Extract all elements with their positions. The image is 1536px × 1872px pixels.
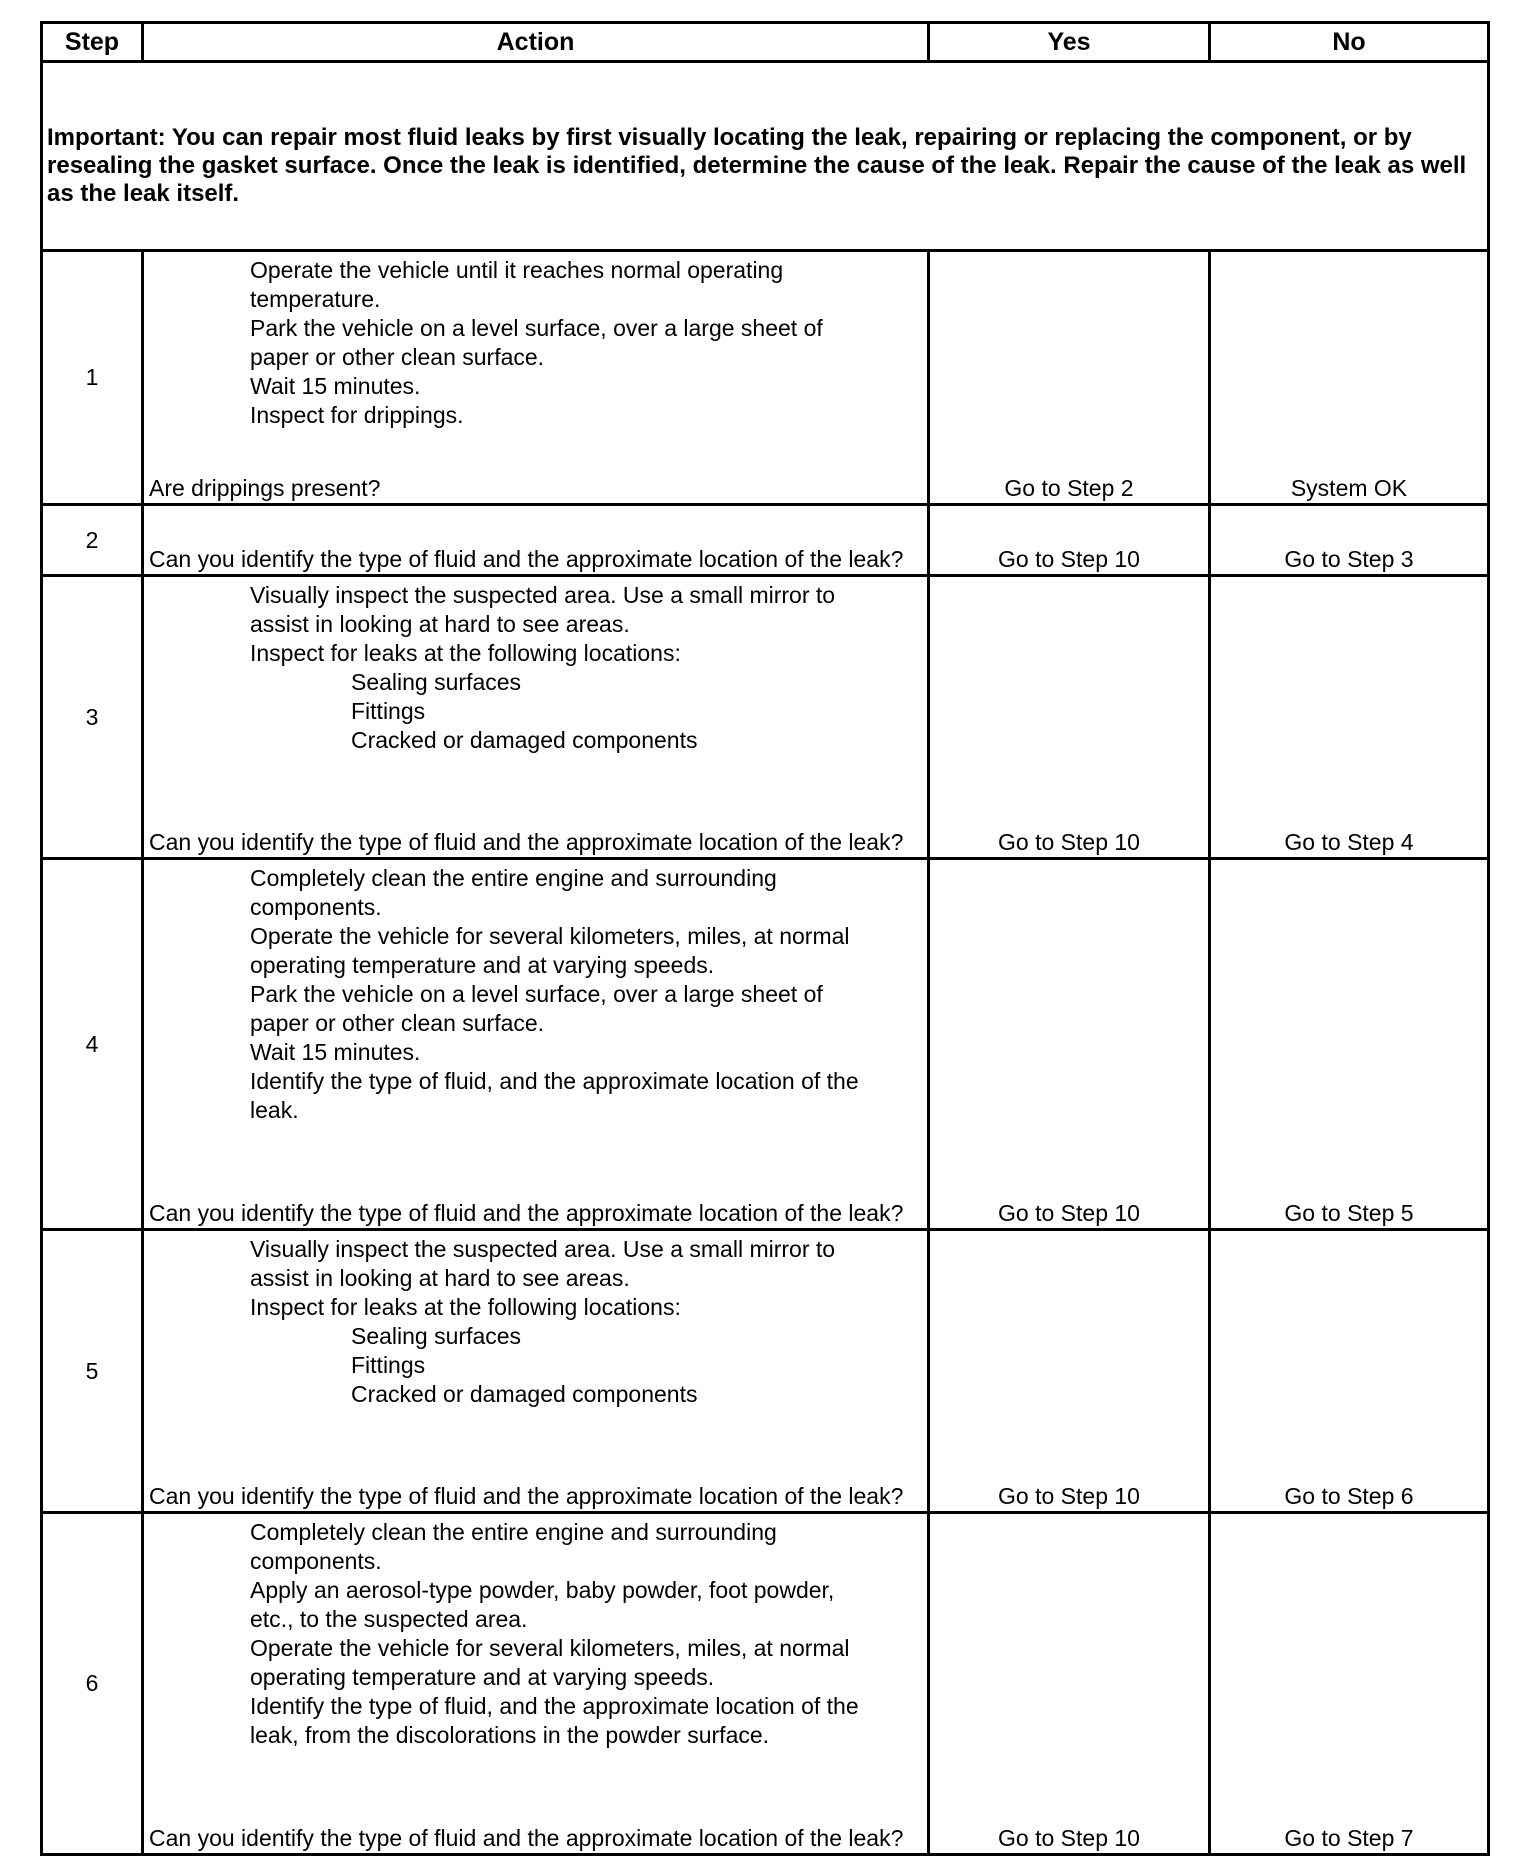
action-subline: Fittings xyxy=(351,1352,426,1378)
action-line: Park the vehicle on a level surface, over a large sheet of xyxy=(250,981,823,1007)
no-cell xyxy=(1210,859,1489,1230)
yes-cell xyxy=(929,859,1210,1230)
action-cell xyxy=(143,859,929,1230)
action-line: assist in looking at hard to see areas. xyxy=(250,1265,630,1291)
action-line: leak, from the discolorations in the powder surface. xyxy=(250,1722,770,1748)
action-subline: Sealing surfaces xyxy=(351,669,522,695)
header-row xyxy=(42,23,1489,62)
header-no: No xyxy=(1210,23,1489,62)
action-line: etc., to the suspected area. xyxy=(250,1606,528,1632)
step-number: 1 xyxy=(42,251,143,505)
table-row xyxy=(42,576,1489,859)
no-cell xyxy=(1210,1513,1489,1855)
action-line: Completely clean the entire engine and surrounding xyxy=(250,1519,777,1545)
action-line: Visually inspect the suspected area. Use a small mirror to xyxy=(250,1236,836,1262)
action-cell xyxy=(143,576,929,859)
action-line: Inspect for leaks at the following locations: xyxy=(250,1294,681,1320)
action-line: Visually inspect the suspected area. Use a small mirror to xyxy=(250,582,836,608)
no-result: Go to Step 3 xyxy=(1284,546,1414,572)
action-instructions xyxy=(144,864,927,1125)
action-question: Can you identify the type of fluid and the approximate location of the leak? xyxy=(149,1200,904,1226)
action-line: assist in looking at hard to see areas. xyxy=(250,611,630,637)
action-question: Are drippings present? xyxy=(149,475,381,501)
important-note-row xyxy=(42,62,1489,251)
yes-result: Go to Step 10 xyxy=(998,1200,1140,1226)
action-subline: Cracked or damaged components xyxy=(351,727,698,753)
table-row xyxy=(42,1230,1489,1513)
action-line: Park the vehicle on a level surface, over a large sheet of xyxy=(250,315,823,341)
header-action: Action xyxy=(143,23,929,62)
action-line: Inspect for leaks at the following locations: xyxy=(250,640,681,666)
action-question: Can you identify the type of fluid and the approximate location of the leak? xyxy=(149,829,904,855)
action-cell xyxy=(143,505,929,576)
table-row xyxy=(42,251,1489,505)
yes-cell xyxy=(929,1513,1210,1855)
no-result: Go to Step 4 xyxy=(1284,829,1414,855)
yes-cell xyxy=(929,576,1210,859)
action-question: Can you identify the type of fluid and the approximate location of the leak? xyxy=(149,1825,904,1851)
table-row xyxy=(42,1513,1489,1855)
action-subline: Cracked or damaged components xyxy=(351,1381,698,1407)
action-cell xyxy=(143,251,929,505)
no-cell xyxy=(1210,576,1489,859)
action-cell xyxy=(143,1513,929,1855)
no-result: Go to Step 5 xyxy=(1284,1200,1414,1226)
action-line: Operate the vehicle until it reaches normal operating xyxy=(250,257,784,283)
step-number: 5 xyxy=(42,1230,143,1513)
action-instructions xyxy=(144,256,927,430)
action-line: paper or other clean surface. xyxy=(250,344,545,370)
header-yes: Yes xyxy=(929,23,1210,62)
action-line: Identify the type of fluid, and the approximate location of the xyxy=(250,1068,859,1094)
yes-cell xyxy=(929,505,1210,576)
no-cell xyxy=(1210,1230,1489,1513)
yes-result: Go to Step 10 xyxy=(998,1483,1140,1509)
action-line: temperature. xyxy=(250,286,381,312)
no-result: Go to Step 7 xyxy=(1284,1825,1414,1851)
action-cell xyxy=(143,1230,929,1513)
action-subline: Fittings xyxy=(351,698,426,724)
yes-result: Go to Step 10 xyxy=(998,1825,1140,1851)
table-row xyxy=(42,505,1489,576)
action-line: Identify the type of fluid, and the approximate location of the xyxy=(250,1693,859,1719)
diagnostic-table xyxy=(40,21,1490,1856)
step-number: 6 xyxy=(42,1513,143,1855)
action-line: Operate the vehicle for several kilometers, miles, at normal xyxy=(250,923,850,949)
action-line: Wait 15 minutes. xyxy=(250,373,421,399)
action-question: Can you identify the type of fluid and the approximate location of the leak? xyxy=(149,546,904,572)
yes-result: Go to Step 2 xyxy=(1004,475,1134,501)
action-line: Wait 15 minutes. xyxy=(250,1039,421,1065)
action-instructions xyxy=(144,1235,927,1409)
action-line: Operate the vehicle for several kilometers, miles, at normal xyxy=(250,1635,850,1661)
yes-result: Go to Step 10 xyxy=(998,546,1140,572)
yes-cell xyxy=(929,251,1210,505)
action-line: operating temperature and at varying speeds. xyxy=(250,1664,715,1690)
action-instructions xyxy=(144,581,927,755)
action-line: paper or other clean surface. xyxy=(250,1010,545,1036)
action-line: leak. xyxy=(250,1097,299,1123)
action-line: operating temperature and at varying speeds. xyxy=(250,952,715,978)
no-result: Go to Step 6 xyxy=(1284,1483,1414,1509)
action-instructions xyxy=(144,1518,927,1750)
step-number: 3 xyxy=(42,576,143,859)
yes-cell xyxy=(929,1230,1210,1513)
action-subline: Sealing surfaces xyxy=(351,1323,522,1349)
action-line: components. xyxy=(250,1548,382,1574)
important-note-cell xyxy=(42,62,1489,251)
action-line: Apply an aerosol-type powder, baby powder, foot powder, xyxy=(250,1577,835,1603)
header-step: Step xyxy=(42,23,143,62)
step-number: 4 xyxy=(42,859,143,1230)
yes-result: Go to Step 10 xyxy=(998,829,1140,855)
no-result: System OK xyxy=(1290,475,1408,501)
step-number: 2 xyxy=(42,505,143,576)
action-line: Inspect for drippings. xyxy=(250,402,464,428)
action-line: components. xyxy=(250,894,382,920)
action-line: Completely clean the entire engine and surrounding xyxy=(250,865,777,891)
table-row xyxy=(42,859,1489,1230)
important-note: Important: You can repair most fluid leaks by first visually locating the leak, repairing or replacing the component, or by resealing the gasket surface. Once the leak is identified, determine the cause of the leak. Repair the cause of the leak as well as the leak itself. xyxy=(47,124,1467,207)
action-question: Can you identify the type of fluid and the approximate location of the leak? xyxy=(149,1483,904,1509)
no-cell xyxy=(1210,505,1489,576)
no-cell xyxy=(1210,251,1489,505)
